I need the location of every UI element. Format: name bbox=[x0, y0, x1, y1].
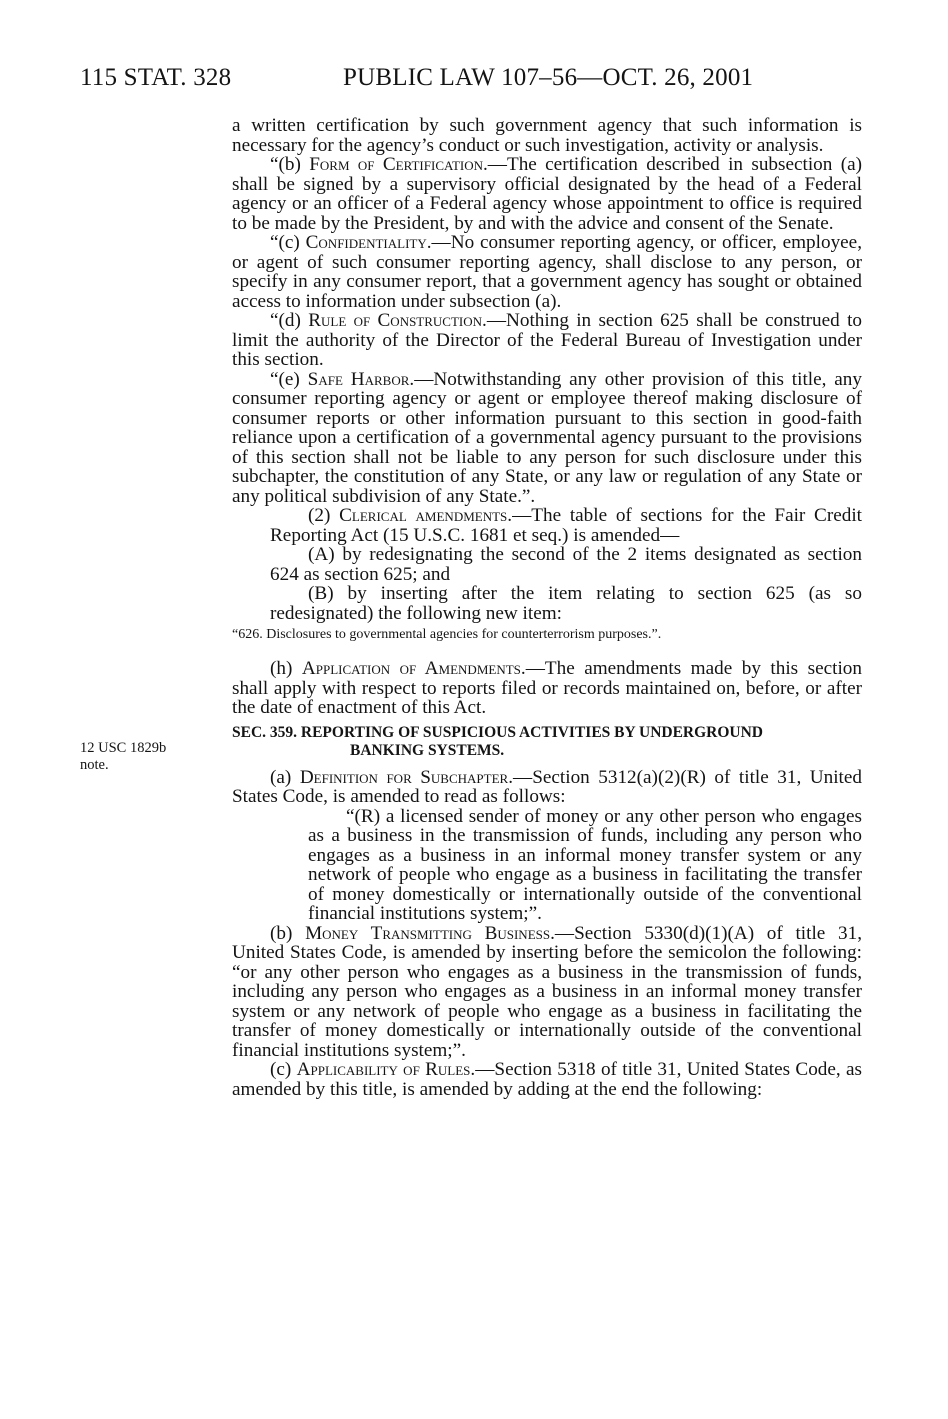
section-359-heading-line2: BANKING SYSTEMS. bbox=[350, 741, 505, 759]
continued-paragraph: a written certification by such government agency that such information is necessary for the agency’s conduct or such investigation, activity or analysis. bbox=[232, 115, 862, 156]
paragraph-c-heading: Confidentiality bbox=[305, 232, 427, 253]
margin-note-suffix: note. bbox=[80, 757, 109, 773]
paragraph-d-heading: Rule of Construction bbox=[308, 310, 483, 331]
paragraph-d-text: .—Nothing in section 625 shall be construed to limit the authority of the Director of the Federal Bureau of Investigation under this section. bbox=[232, 310, 862, 370]
paragraph-e-text: .—Notwithstanding any other provision of this title, any consumer reporting agency or agent or employee thereof making disclosure of consumer reports or other information pursuant to this section in good-faith reliance upon a certification of a governmental agency pursuant to the provisions of this section shall not be liable to any person for such disclosure under this subchapter, the constitution of any State, or any law or regulation of any State or any political subdivision of any State.”. bbox=[232, 368, 862, 507]
paragraph-c-label: “(c) bbox=[270, 232, 300, 253]
paragraph-a-definition-text: .—Section 5312(a)(2)(R) of title 31, United States Code, is amended to read as follows: bbox=[232, 766, 862, 807]
paragraph-e-label: “(e) bbox=[270, 368, 300, 390]
paragraph-e bbox=[232, 370, 862, 507]
paragraph-2 bbox=[270, 506, 862, 545]
paragraph-c-applicability-heading: Applicability of Rules bbox=[296, 1059, 471, 1080]
paragraph-a-definition-label: (a) bbox=[270, 766, 292, 788]
paragraph-2-text: .—The table of sections for the Fair Credit Reporting Act (15 U.S.C. 1681 et seq.) is amended— bbox=[270, 505, 863, 546]
running-head bbox=[0, 64, 948, 94]
paragraph-b-money-heading: Money Transmitting Business bbox=[305, 922, 551, 944]
paragraph-2-label: (2) bbox=[308, 505, 331, 526]
table-item-626: “626. Disclosures to governmental agencies for counterterrorism purposes.”. bbox=[232, 627, 662, 642]
paragraph-b-money-text: .—Section 5330(d)(1)(A) of title 31, United States Code, is amended by inserting before the semicolon the following: “or any other person who engages as a business in the transmission of funds, including any person who engages as a business in an informal money transfer system or any network of people who engage as a business in facilitating the transfer of money domestically or internationally outside of the conventional financial institutions system;”. bbox=[232, 922, 862, 1061]
margin-note bbox=[80, 740, 220, 774]
paragraph-h-label: (h) bbox=[270, 658, 293, 679]
paragraph-c-applicability-text: .—Section 5318 of title 31, United States Code, as amended by this title, is amended by adding at the end the following: bbox=[232, 1059, 863, 1100]
paragraph-a-definition-heading: Definition for Subchapter bbox=[299, 766, 509, 788]
paragraph-2-heading: Clerical amendments bbox=[339, 505, 508, 526]
paragraph-h bbox=[232, 659, 862, 718]
quoted-subparagraph-R: “(R) a licensed sender of money or any other person who engages as a business in the transmission of funds, including any person who engages as a business in an informal money transfer system or any network of people who engage as a business in facilitating the transfer of money domestically or internationally outside of the conventional financial institutions system;”. bbox=[308, 805, 862, 924]
paragraph-d-label: “(d) bbox=[270, 310, 301, 331]
subparagraph-B: (B) by inserting after the item relating to section 625 (as so redesignated) the following new item: bbox=[270, 583, 862, 624]
margin-note-citation: 12 USC 1829b bbox=[80, 740, 167, 756]
paragraph-h-heading: Application of Amendments bbox=[301, 658, 521, 679]
stat-reference: 115 STAT. 328 bbox=[80, 64, 232, 91]
paragraph-b-text: .—The certification described in subsection (a) shall be signed by a supervisory official designated by the head of a Federal agency or an officer of a Federal agency whose appointment to office is required to be made by the President, by and with the advice and consent of the Senate. bbox=[232, 154, 863, 234]
paragraph-e-heading: Safe Harbor bbox=[307, 368, 410, 390]
section-359-heading-line1: SEC. 359. REPORTING OF SUSPICIOUS ACTIVITIES BY UNDERGROUND bbox=[232, 723, 763, 741]
paragraph-a-definition bbox=[232, 768, 862, 807]
paragraph-b-money-transmitting bbox=[232, 924, 862, 1061]
paragraph-c-text: .—No consumer reporting agency, or officer, employee, or agent of such consumer reporting agency, shall disclose to any person, or specify in any consumer report, that a government agency has sought or obtained access to information under subsection (a). bbox=[232, 232, 862, 312]
body-text bbox=[232, 116, 862, 1099]
paragraph-h-text: .—The amendments made by this section shall apply with respect to reports filed or records maintained on, before, or after the date of enactment of this Act. bbox=[232, 658, 862, 718]
paragraph-d bbox=[232, 311, 862, 370]
paragraph-b-label: “(b) bbox=[270, 154, 301, 175]
paragraph-b-heading: Form of Certification bbox=[309, 154, 483, 175]
paragraph-b-money-label: (b) bbox=[270, 922, 293, 944]
subparagraph-A: (A) by redesignating the second of the 2 items designated as section 624 as section 625; and bbox=[270, 544, 862, 585]
section-359-heading bbox=[232, 724, 862, 760]
law-title: PUBLIC LAW 107–56—OCT. 26, 2001 bbox=[343, 64, 754, 91]
paragraph-c-applicability-label: (c) bbox=[270, 1059, 292, 1080]
paragraph-c bbox=[232, 233, 862, 311]
paragraph-b bbox=[232, 155, 862, 233]
paragraph-c-applicability bbox=[232, 1060, 862, 1099]
